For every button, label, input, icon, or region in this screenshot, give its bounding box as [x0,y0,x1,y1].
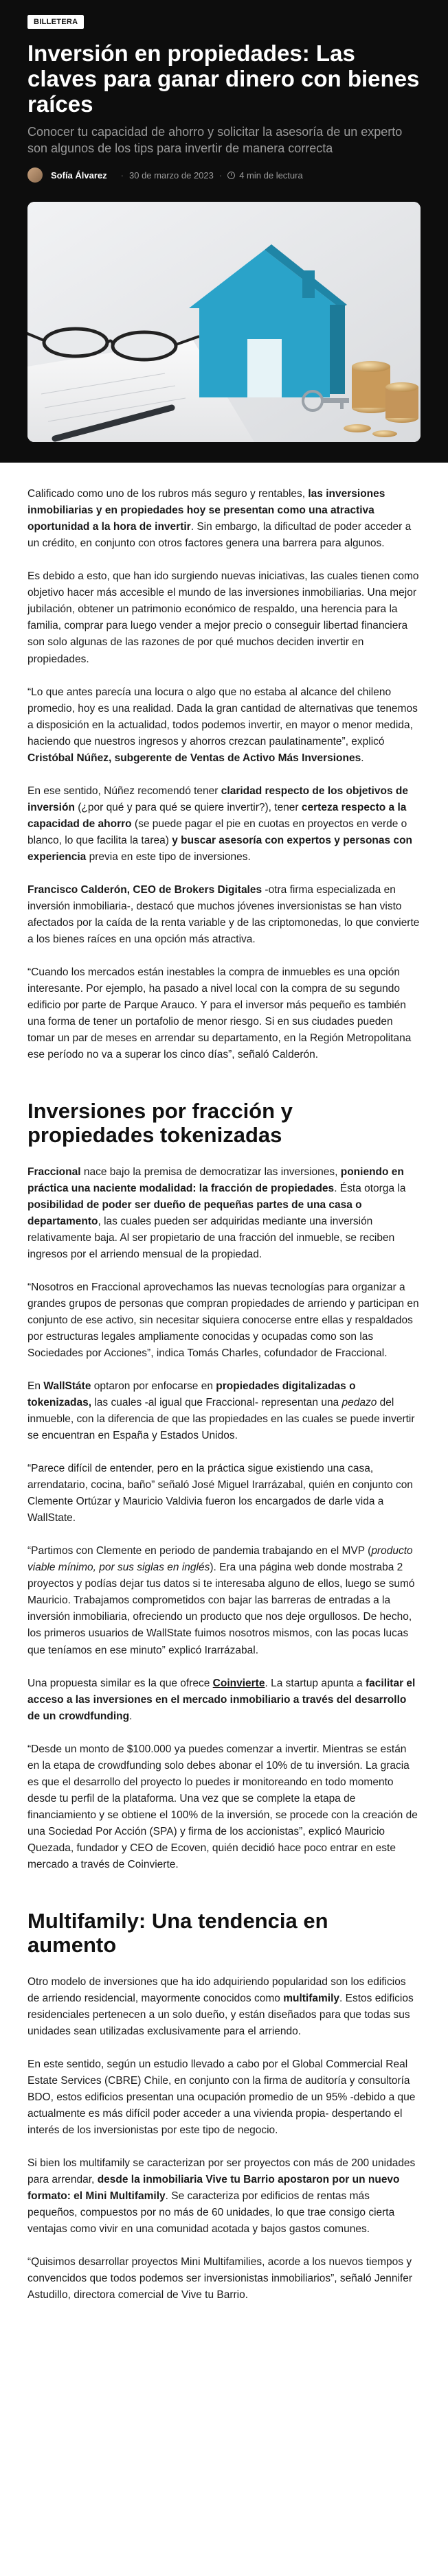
section-heading: Multifamily: Una tendencia en aumento [27,1908,328,1958]
paragraph: Francisco Calderón, CEO de Brokers Digitales -otra firma especializada en inversión inmobiliaria-, destacó que muchos jóvenes inversionistas se han visto afectados por la caída de la renta variable y de las criptomonedas, lo que convierte a los bienes raíces en una opción más atractiva. [27,883,420,945]
paragraph: En este sentido, según un estudio llevado a cabo por el Global Commercial Real Estate Services (CBRE) Chile, en conjunto con la firma de auditoría y consultoría BDO, estos edificios presentan una ocupación promedio de un 95% -debido a que actualmente es más difícil poder acceder a una vivienda propia- despertando el interés de los inversionistas por este tipo de negocio. [27,2058,416,2137]
article-meta [27,167,421,183]
author-name[interactable]: Sofía Álvarez [51,170,107,181]
quote-paragraph: “Quisimos desarrollar proyectos Mini Multifamilies, acorde a los nuevos tiempos y convencidos que todos podemos ser inversionistas inmobiliarios”, señaló Jennifer Astudillo, directora comercial de Vive tu Barrio. [27,2256,413,2301]
article-header [0,0,448,463]
hero-image [27,202,421,442]
paragraph: Otro modelo de inversiones que ha ido adquiriendo popularidad son los edificios de arriendo residencial, mayormente conocidos como multifamily. Estos edificios residenciales pertenecen a un solo dueño, y están diseñados para que todas sus unidades sean utilizadas exclusivamente para el arriendo. [27,1975,414,2038]
meta-separator: · [219,170,223,181]
paragraph: Es debido a esto, que han ido surgiendo nuevas iniciativas, las cuales tienen como objetivo hacer más accesible el mundo de las inversiones inmobiliarias. Una mejor jubilación, obtener un patrimonio económico de respaldo, una herencia para la familia, comprar para luego vender a mejor precio o conseguir libertad financiera son solo algunas de las razones de por qué muchos deciden invertir en propiedades. [27,570,419,665]
paragraph: Calificado como uno de los rubros más seguro y rentables, las inversiones inmobiliarias y en propiedades hoy se presentan como una atractiva oportunidad a la hora de invertir. Sin embargo, la dificultad de poder acceder a un crédito, en conjunto con otros factores genera una barrera para algunos. [27,488,412,550]
paragraph: Una propuesta similar es la que ofrece Coinvierte. La startup apunta a facilitar el acceso a las inversiones en el mercado inmobiliario a través del desarrollo de un crowdfunding. [27,1677,416,1722]
read-time: 4 min de lectura [239,170,303,181]
house-keys-coins-illustration [27,202,421,442]
wallstate-link[interactable]: WallStáte [43,1380,91,1393]
quote-paragraph: “Lo que antes parecía una locura o algo que no estaba al alcance del chileno promedio, hoy es una realidad. Dada la gran cantidad de alternativas que tenemos a disposición en la actualidad, todos podemos invertir, en mayor o menor medida, haciendo que nuestros ingresos y ahorros crezcan paulatinamente”, explicó Cristóbal Núñez, subgerente de Ventas de Activo Más Inversiones. [27,686,418,764]
meta-separator: · [120,170,124,181]
quote-paragraph: “Cuando los mercados están inestables la compra de inmuebles es una opción interesante. Por ejemplo, ha pasado a nivel local con la compra de su segundo edificio por parte de Parque Arauco. Y para el inversor más pequeño es también una forma de tener un portafolio de menor riesgo. Si en sus ciudades pueden tomar un par de meses en arrendar su departamento, en la Región Metropolitana ese período no va a superar los cinco días”, señaló Calderón. [27,966,412,1060]
publish-date: 30 de marzo de 2023 [129,170,214,181]
section-heading: Inversiones por fracción y propiedades tokenizadas [27,1098,293,1148]
paragraph: En WallStáte optaron por enfocarse en propiedades digitalizadas o tokenizadas, las cuales -al igual que Fraccional- representan una pedazo del inmueble, con la diferencia de que las propiedades en las cuales se puede invertir se encuentran en España y Estados Unidos. [27,1380,415,1442]
clock-icon [227,172,235,179]
coinvierte-link[interactable]: Coinvierte [212,1677,265,1689]
author-avatar [27,167,43,183]
article-title: Inversión en propiedades: Las claves para ganar dinero con bienes raíces [27,40,420,117]
paragraph: En ese sentido, Núñez recomendó tener claridad respecto de los objetivos de inversión (¿por qué y para qué se quiere invertir?), tener certeza respecto a la capacidad de ahorro (se puede pagar el pie en cuotas en proyectos en verde o blanco, lo que facilita la tarea) y buscar asesoría con expertos y personas con experiencia previa en este tipo de inversiones. [27,785,412,863]
quote-paragraph: “Nosotros en Fraccional aprovechamos las nuevas tecnologías para organizar a grandes grupos de personas que compran propiedades de arriendo y participan en conjunto de ese activo, sin necesitar siquiera conocerse entre ellas y respaldados por estructuras legales ampliamente conocidas y ocupadas como son las Sociedades por Acciones”, indica Tomás Charles, cofundador de Fraccional. [27,1281,419,1360]
quote-paragraph: “Partimos con Clemente en periodo de pandemia trabajando en el MVP (producto viable mínimo, por sus siglas en inglés). Era una página web donde mostraba 2 proyectos y podías dejar tus datos si te interesaba alguno de ellos, luego se sumó Mauricio. Trabajamos comprometidos con bajar las barreras de entradas a la inversión inmobiliaria, ofreciendo un producto que nos deje orgullosos. De hecho, los primeros usuarios de WallState fuimos nosotros mismos, con las pocas lucas que teníamos en ese minuto” explicó Irarrázabal. [27,1545,415,1656]
quote-paragraph: “Parece difícil de entender, pero en la práctica sigue existiendo una casa, arrendatario, cocina, baño” señaló José Miguel Irarrázabal, quién en conjunto con Clemente Ortúzar y Mauricio Valdivia fueron los encargados de darle vida a WallState. [27,1463,413,1524]
category-badge[interactable]: BILLETERA [27,15,84,29]
paragraph: Si bien los multifamily se caracterizan por ser proyectos con más de 200 unidades para arrendar, desde la inmobiliaria Vive tu Barrio apostaron por un nuevo formato: el Mini Multifamily. Se caracteriza por edificios de rentas más pequeños, compuestos por no más de 60 unidades, lo que trae consigo cierta ventajas como vivir en una comunidad acotada y bajos gastos comunes. [27,2157,416,2236]
paragraph: Fraccional nace bajo la premisa de democratizar las inversiones, poniendo en práctica una naciente modalidad: la fracción de propiedades. Ésta otorga la posibilidad de poder ser dueño de pequeñas partes de una casa o departamento, las cuales pueden ser adquiridas mediante una inversión relativamente baja. Al ser propietario de una fracción del inmueble, se reciben ingresos por el arriendo mensual de la propiedad. [27,1166,406,1261]
quote-paragraph: “Desde un monto de $100.000 ya puedes comenzar a invertir. Mientras se están en la etapa de crowdfunding solo debes abonar el 10% de tu inversión. La gracia es que el desarrollo del proyecto lo puedes ir monitoreando en todo momento desde tu perfil de la plataforma. Una vez que se complete la etapa de financiamiento y se obtiene el 100% de la inversión, se procede con la creación de una Sociedad Por Acción (SPA) y firma de los accionistas”, explicó Mauricio Quezada, fundador y CEO de Ecoven, quién decidió hace poco entrar en este mercado a través de Coinvierte. [27,1743,418,1870]
article-subtitle: Conocer tu capacidad de ahorro y solicitar la asesoría de un experto son algunos de los tips para invertir de manera correcta [27,124,403,155]
article-body [0,463,448,2347]
